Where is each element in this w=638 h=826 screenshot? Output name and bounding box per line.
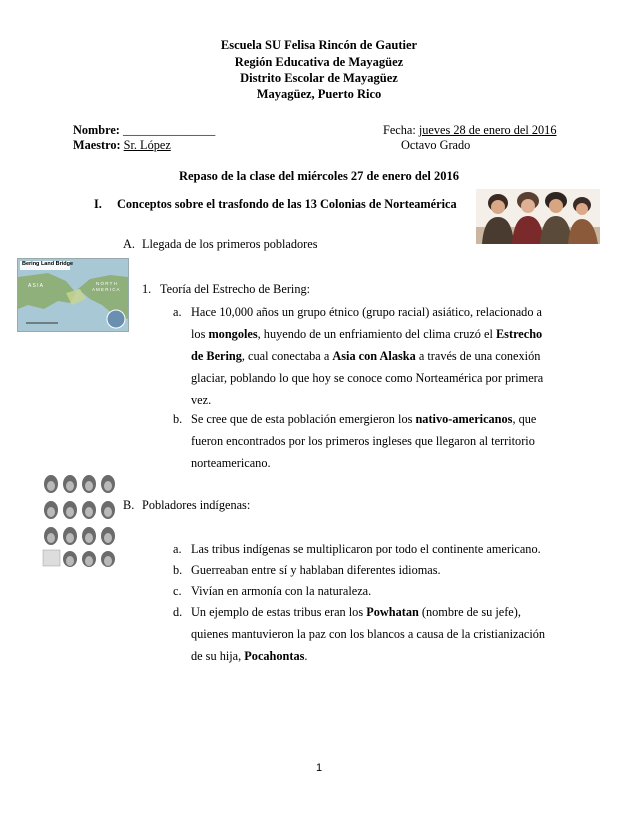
map-label-north: N O R T H: [96, 281, 117, 286]
part-a-letter: A.: [123, 237, 135, 251]
grado-value: Octavo Grado: [401, 138, 471, 152]
part-a-label: Llegada de los primeros pobladores: [142, 237, 318, 251]
part-b-a-letter: a.: [173, 542, 182, 556]
nombre-value: _______________: [122, 123, 216, 137]
term-de-bering: de Bering: [191, 349, 242, 363]
item-b-line-1: Se cree que de esta población emergieron los nativo-americanos, que: [191, 412, 537, 426]
maestro-field: [73, 138, 171, 153]
part-b-d-letter: d.: [173, 605, 183, 619]
item-a-line-1: Hace 10,000 años un grupo étnico (grupo racial) asiático, relacionado a: [191, 305, 543, 319]
part-b-a-text: Las tribus indígenas se multiplicaron por todo el continente americano.: [191, 542, 541, 556]
item-a-letter: a.: [173, 305, 182, 319]
page-title: Repaso de la clase del miércoles 27 de enero del 2016: [178, 169, 460, 183]
term-estrecho: Estrecho: [495, 327, 543, 341]
term-nativo-americanos: nativo-americanos: [415, 412, 513, 426]
part-b-d-line-3: de su hija, Pocahontas.: [191, 649, 308, 663]
item-1-label: Teoría del Estrecho de Bering:: [160, 282, 311, 296]
part-b-label: Pobladores indígenas:: [142, 498, 251, 512]
map-label-asia: A S I A: [28, 283, 44, 289]
maestro-value: Sr. López: [123, 138, 171, 152]
part-b-d-line-1: Un ejemplo de estas tribus eran los Powhatan (nombre de su jefe),: [191, 605, 521, 619]
part-b-d-line-2: quienes mantuvieron la paz con los blancos a causa de la cristianización: [191, 627, 546, 641]
term-powhatan: Powhatan: [366, 605, 419, 619]
nombre-field: [73, 123, 215, 138]
part-b-b-text: Guerreaban entre sí y hablaban diferentes idiomas.: [191, 563, 441, 577]
item-a-line-2: los mongoles, huyendo de un enfriamiento del clima cruzó el Estrecho: [191, 327, 543, 341]
map-label-america: A M E R I C A: [92, 287, 120, 292]
nombre-label: Nombre:: [73, 123, 120, 137]
item-a-line-3: de Bering, cual conectaba a Asia con Alaska a través de una conexión: [191, 349, 541, 363]
region-name: Región Educativa de Mayagüez: [234, 55, 404, 69]
part-b-b-letter: b.: [173, 563, 183, 577]
part-b-letter: B.: [123, 498, 135, 512]
item-a-line-5: vez.: [191, 393, 212, 407]
term-mongoles: mongoles: [208, 327, 258, 341]
item-1-number: 1.: [142, 282, 152, 296]
term-asia-alaska: Asia con Alaska: [332, 349, 416, 363]
map-title: Bering Land Bridge: [22, 261, 74, 267]
maestro-label: Maestro:: [73, 138, 121, 152]
children-photo: [476, 189, 600, 244]
section-numeral: I.: [94, 197, 102, 211]
bering-map: [17, 258, 129, 332]
fecha-value: jueves 28 de enero del 2016: [418, 123, 557, 137]
indigenous-portraits: [42, 474, 118, 567]
item-b-line-3: norteamericano.: [191, 456, 271, 470]
district-name: Distrito Escolar de Mayagüez: [240, 71, 398, 85]
item-b-line-2: fueron encontrados por los primeros ingleses que llegaron al territorio: [191, 434, 535, 448]
part-b-c-text: Vivían en armonía con la naturaleza.: [191, 584, 372, 598]
item-a-line-4: glaciar, poblando lo que hoy se conoce como Norteamérica por primera: [191, 371, 544, 385]
fecha-field: [383, 123, 556, 138]
item-b-letter: b.: [173, 412, 183, 426]
term-pocahontas: Pocahontas: [244, 649, 305, 663]
fecha-label: Fecha:: [383, 123, 416, 137]
city-name: Mayagüez, Puerto Rico: [256, 87, 382, 101]
section-heading: Conceptos sobre el trasfondo de las 13 Colonias de Norteamérica: [117, 197, 457, 211]
part-b-c-letter: c.: [173, 584, 182, 598]
page-number: 1: [315, 762, 323, 774]
school-name: Escuela SU Felisa Rincón de Gautier: [220, 38, 418, 52]
